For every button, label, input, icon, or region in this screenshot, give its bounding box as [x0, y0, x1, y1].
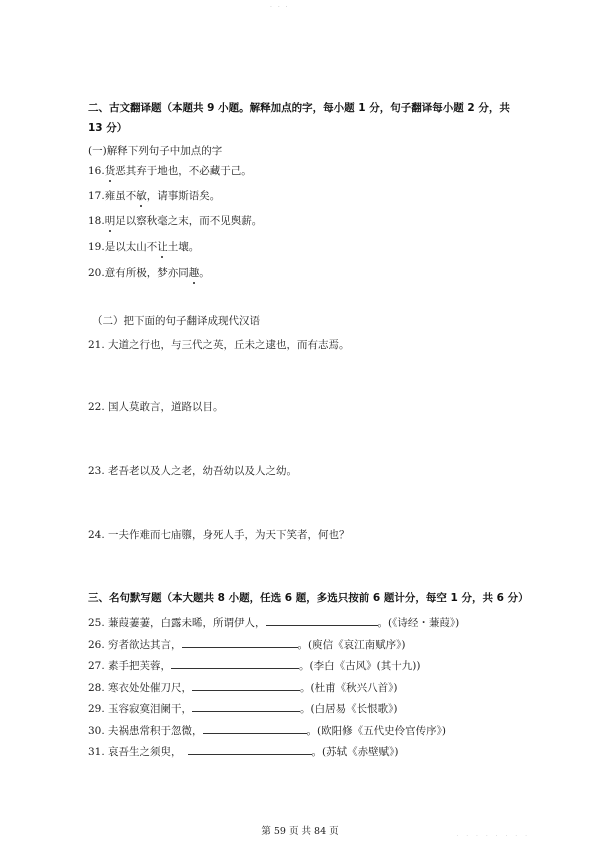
- section-2-title: [88, 98, 528, 138]
- section-2-title-line1: 二、古文翻译题（本题共 9 小题。解释加点的字，每小题 1 分，句子翻译每小题 2 分，共: [88, 102, 510, 114]
- dotted-char: 敏: [136, 190, 147, 202]
- question-16: 16.货恶其弃于地也，不必藏于己。: [88, 165, 252, 177]
- question-20: 20.意有所极，梦亦同趣。: [88, 267, 210, 279]
- answer-blank[interactable]: [192, 679, 300, 691]
- question-21: 21. 大道之行也，与三代之英，丘未之逮也，而有志焉。: [88, 339, 350, 351]
- question-18: 18.明足以察秋毫之末，而不见舆薪。: [88, 215, 263, 227]
- question-22: 22. 国人莫敢言，道路以目。: [88, 401, 224, 413]
- answer-blank[interactable]: [171, 657, 299, 669]
- part-1-heading: (一)解释下列句子中加点的字: [88, 145, 223, 157]
- answer-blank[interactable]: [203, 722, 307, 734]
- answer-blank[interactable]: [182, 636, 298, 648]
- answer-blank[interactable]: [192, 700, 300, 712]
- part-2-heading: （二）把下面的句子翻译成现代汉语: [92, 315, 260, 327]
- question-23: 23. 老吾老以及人之老，幼吾幼以及人之幼。: [88, 465, 298, 477]
- question-31: 31. 哀吾生之须臾， 。(苏轼《赤壁赋》): [88, 743, 399, 759]
- answer-blank[interactable]: [188, 743, 312, 755]
- question-19: 19.是以太山不让土壤。: [88, 241, 200, 253]
- question-25: 25. 蒹葭萋萋，白露未晞，所谓伊人， 。(《诗经・蒹葭》): [88, 614, 459, 630]
- question-27: 27. 素手把芙蓉， 。(李白《古风》(其十九)): [88, 657, 420, 673]
- dotted-char: 趣: [188, 267, 200, 279]
- question-28: 28. 寒衣处处催刀尺， 。(杜甫《秋兴八首》): [88, 679, 398, 695]
- scan-artifact: · · ·: [270, 4, 290, 11]
- section-3-title: 三、名句默写题（本大题共 8 小题，任选 6 题，多选只按前 6 题计分，每空 1 分，共 6 分）: [88, 592, 529, 604]
- scan-artifact: · · · · · · · ·: [456, 833, 530, 840]
- question-29: 29. 玉容寂寞泪阑干， 。(白居易《长恨歌》): [88, 700, 398, 716]
- question-24: 24. 一夫作难而七庙隳，身死人手，为天下笑者，何也？: [88, 529, 350, 541]
- question-30: 30. 夫祸患常积于忽微， 。(欧阳修《五代史伶官传序》): [88, 722, 446, 738]
- answer-blank[interactable]: [266, 614, 378, 626]
- page-number: 第 59 页 共 84 页: [261, 826, 339, 837]
- dotted-char: 让: [157, 241, 168, 253]
- question-26: 26. 穷者欲达其言， 。(庾信《哀江南赋序》): [88, 636, 406, 652]
- section-2-title-line2: 13 分）: [88, 122, 128, 134]
- dotted-char: 明: [104, 215, 116, 227]
- dotted-char: 货: [104, 165, 116, 177]
- question-17: 17.雍虽不敏，请事斯语矣。: [88, 190, 221, 202]
